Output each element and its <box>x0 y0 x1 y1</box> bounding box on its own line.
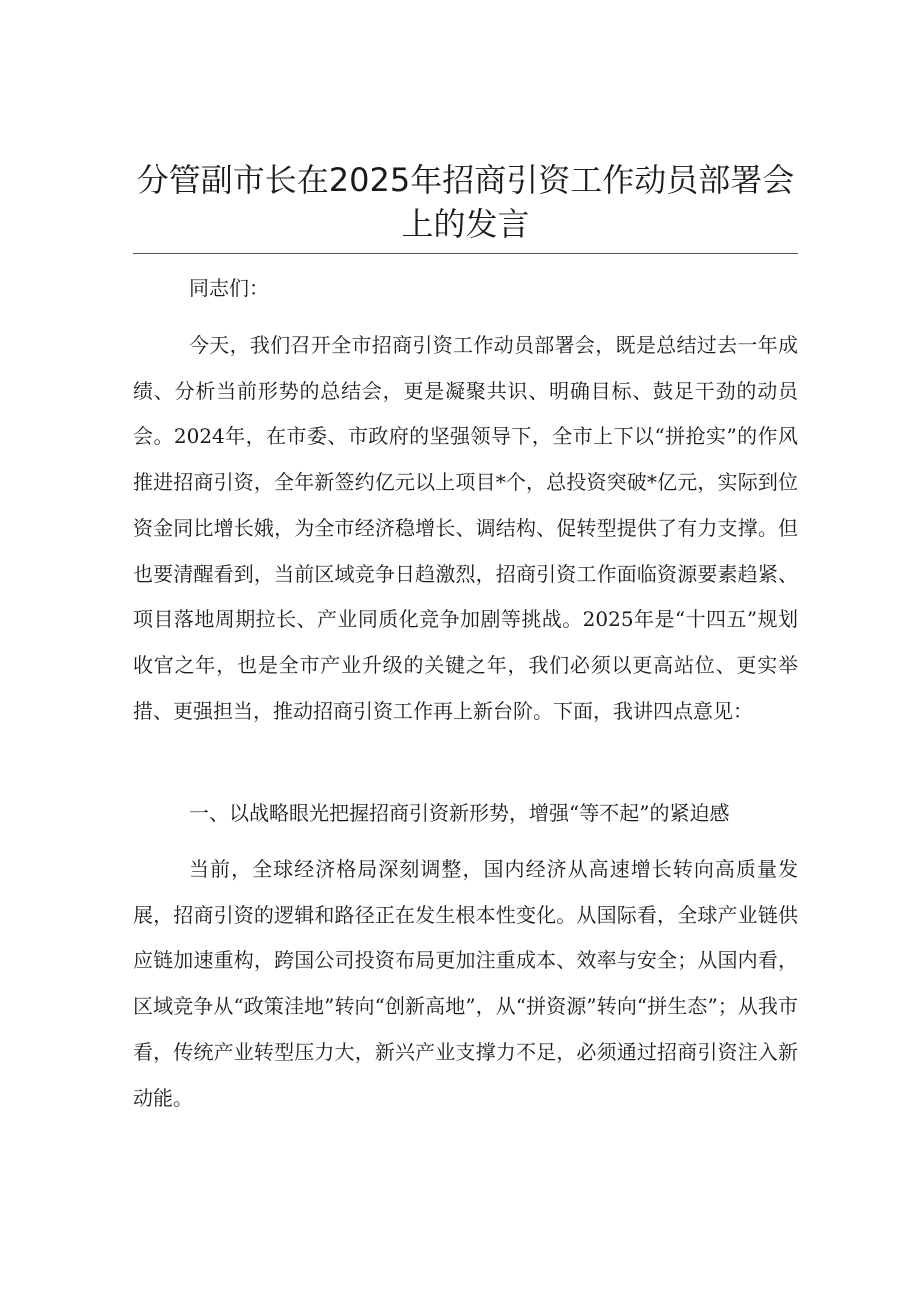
section-heading: 一、以战略眼光把握招商引资新形势，增强“等不起”的紧迫感 <box>189 801 730 825</box>
title-divider <box>133 253 798 254</box>
body-paragraph: 今天，我们召开全市招商引资工作动员部署会，既是总结过去一年成绩、分析当前形势的总结会，更是凝聚共识、明确目标、鼓足干劲的动员会。2024年，在市委、市政府的坚强领导下，全市上下以“拼抢实”的作风推进招商引资，全年新签约亿元以上项目*个，总投资突破*亿元，实际到位资金同比增长娥，为全市经济稳增长、调结构、促转型提供了有力支撑。但也要清醒看到，当前区域竞争日趋激烈，招商引资工作面临资源要素趋紧、项目落地周期拉长、产业同质化竞争加剧等挑战。2025年是“十四五”规划收官之年，也是全市产业升级的关键之年，我们必须以更高站位、更实举措、更强担当，推动招商引资工作再上新台阶。下面，我讲四点意见： <box>133 333 798 723</box>
document-title: 分管副市长在2025年招商引资工作动员部署会上的发言 <box>136 161 795 243</box>
salutation: 同志们： <box>189 276 269 300</box>
section-paragraph: 当前，全球经济格局深刻调整，国内经济从高速增长转向高质量发展，招商引资的逻辑和路径正在发生根本性变化。从国际看，全球产业链供应链加速重构，跨国公司投资布局更加注重成本、效率与安全；从国内看，区域竞争从“政策洼地”转向“创新高地”，从“拼资源”转向“拼生态”；从我市看，传统产业转型压力大，新兴产业支撑力不足，必须通过招商引资注入新动能。 <box>133 857 798 1110</box>
